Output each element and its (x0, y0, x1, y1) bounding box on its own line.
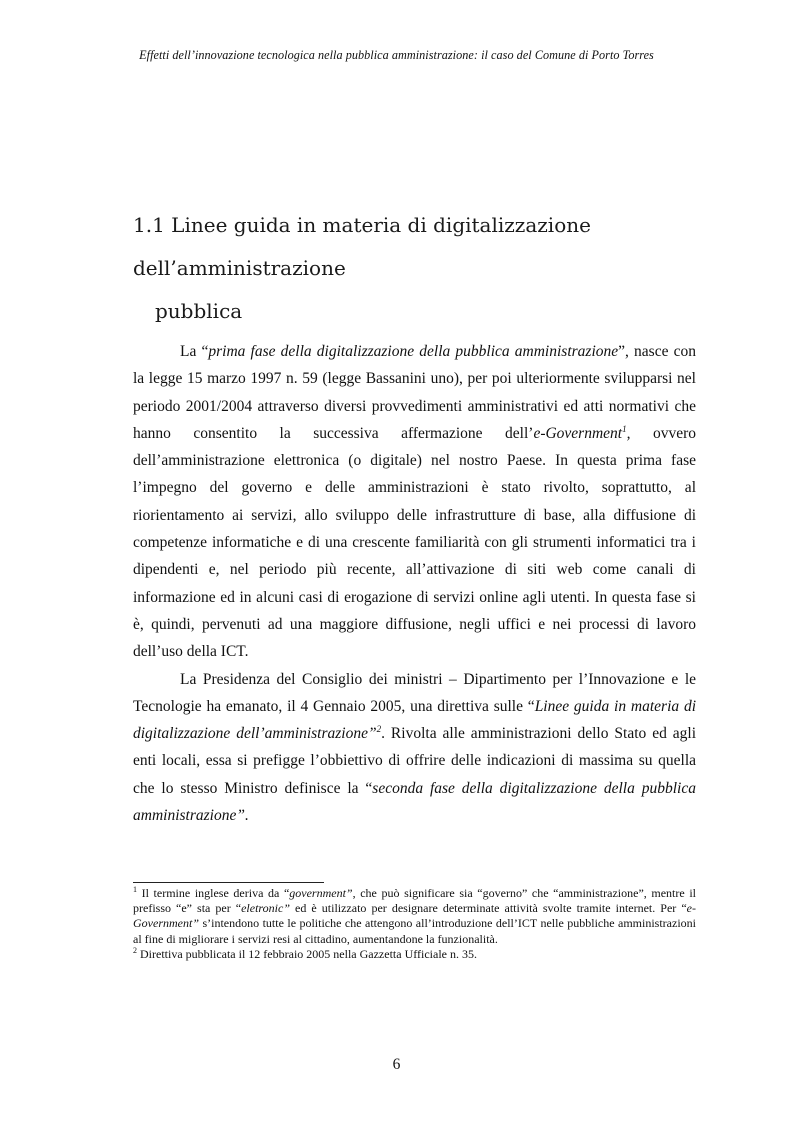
paragraph-1 (133, 338, 696, 666)
section-title-line1: Linee guida in materia di digitalizzazione dell’amministrazione (133, 213, 591, 280)
footnote-2 (133, 947, 696, 962)
section-title-line2: pubblica (155, 299, 243, 323)
p1-italic-a: prima fase della digitalizzazione della pubblica amministrazione (208, 343, 619, 360)
p1-text-b: ”, nasce con la legge 15 marzo 1997 n. 59 (legge Bassanini uno), per poi ulteriormente svilupparsi nel periodo 2001/2004 attraverso diversi provvedimenti amministrativi ed atti normativi che hanno consentito la successiva affermazione dell’ (133, 343, 696, 442)
body-text (133, 338, 696, 829)
p1-italic-c: , (626, 424, 631, 442)
section-heading (133, 204, 713, 333)
fn1-text-c: ed è utilizzato per designare determinate attività svolte tramite internet. Per “ (290, 901, 687, 916)
p2-text-b: . Rivolta alle amministrazioni dello Stato ed agli enti locali, essa si prefigge l’obbiettivo di offrire delle indicazioni di massima su quella che lo stesso Ministro definisce la “ (133, 725, 696, 797)
fn2-text-a: Direttiva pubblicata il 12 febbraio 2005 nella Gazzetta Ufficiale n. 35. (137, 946, 477, 961)
p2-text-a: La Presidenza del Consiglio dei ministri – Dipartimento per l’Innovazione e le Tecnologie ha emanato, il 4 Gennaio 2005, una direttiva sulle “ (133, 670, 696, 715)
fn1-text-d: s’intendono tutte le politiche che attengono all’introduzione dell’ICT nelle pubbliche amministrazioni al fine di migliorare i servizi resi al cittadino, aumentandone la funzionalità. (133, 916, 696, 946)
p2-italic-b: seconda fase della digitalizzazione della pubblica amministrazione”. (133, 779, 696, 825)
fn1-text-b: , che può significare sia “governo” che “amministrazione”, mentre il prefisso “e” sta per “ (133, 886, 696, 916)
footnote-1 (133, 886, 696, 947)
page-number: 6 (392, 1056, 401, 1073)
section-number: 1.1 (133, 213, 165, 237)
p1-text-a: La “ (180, 343, 209, 360)
footnote-divider (133, 882, 324, 883)
fn1-italic-b: eletronic” (241, 901, 290, 916)
fn1-italic-a: government” (289, 886, 353, 900)
footnote-1-mark: 1 (133, 885, 137, 894)
p2-italic-a: Linee guida in materia di digitalizzazione dell’amministrazione” (133, 697, 697, 743)
footnote-2-mark: 2 (133, 945, 137, 955)
p1-text-c: ovvero dell’amministrazione elettronica (o digitale) nel nostro Paese. In questa prima fase l’impegno del governo e delle amministrazioni è stato rivolto, soprattutto, al riorientamento ai servizi, allo sviluppo delle infrastrutture di base, alla diffusione di competenze informatiche e di una crescente familiarità con gli strumenti informatici tra i dipendenti e, nel periodo più recente, all’attivazione di siti web come canali di informazione ed in alcuni casi di erogazione di servizi online agli utenti. In questa fase si è, quindi, pervenuti ad una maggiore diffusione, negli uffici e nei processi di lavoro dell’uso della ICT. (133, 424, 696, 661)
running-header: Effetti dell’innovazione tecnologica nella pubblica amministrazione: il caso del Comune di Porto Torres (139, 48, 654, 62)
fn1-text-a: Il termine inglese deriva da “ (137, 886, 290, 900)
fn1-italic-c: e-Government” (133, 901, 696, 931)
p1-italic-b: e-Government (533, 424, 623, 442)
footnote-ref-1-mark: 1 (622, 423, 627, 434)
paragraph-2 (133, 666, 696, 830)
footnote-ref-2-mark: 2 (376, 724, 382, 734)
footnotes (133, 886, 696, 962)
